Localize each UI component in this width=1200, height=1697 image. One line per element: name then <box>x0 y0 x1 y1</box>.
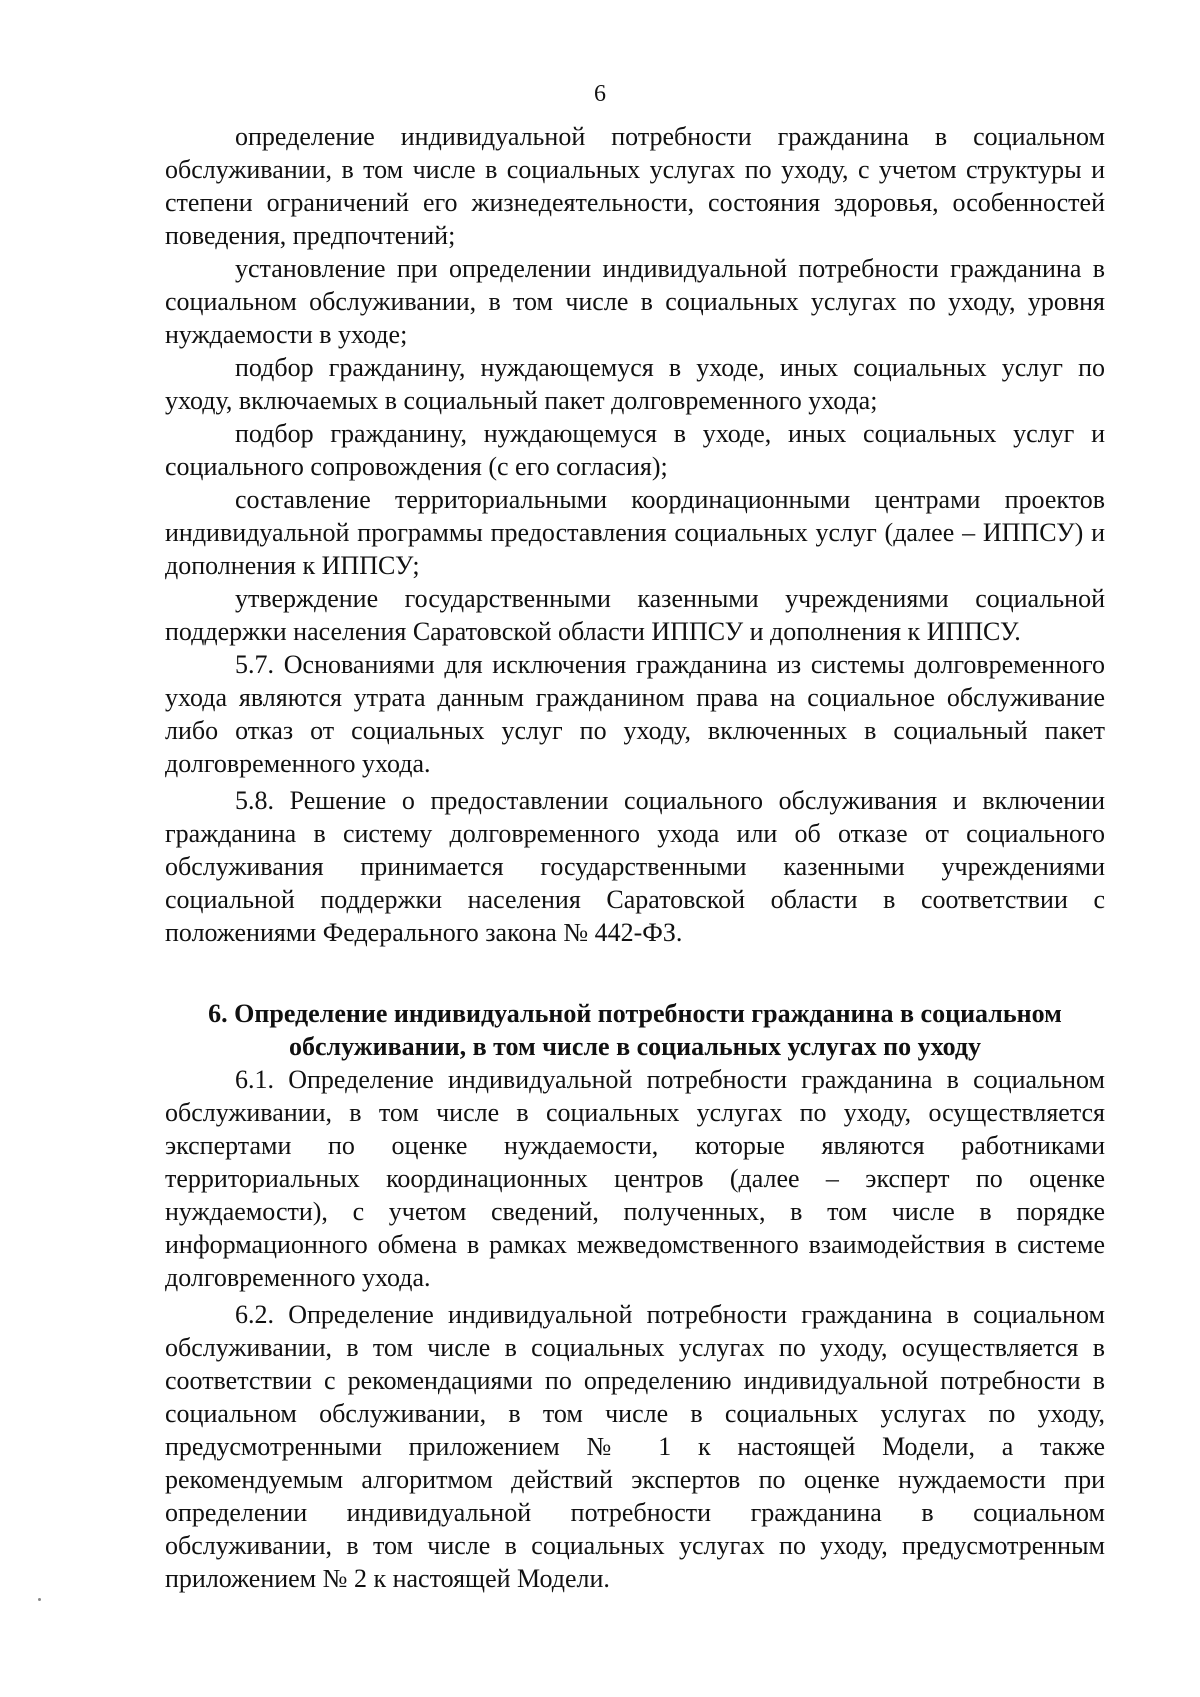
paragraph: установление при определении индивидуальной потребности гражданина в социальном обслуживании, в том числе в социальных услугах по уходу, уровня нуждаемости в уходе; <box>165 254 1105 349</box>
paragraph: составление территориальными координационными центрами проектов индивидуальной программы предоставления социальных услуг (далее – ИППСУ) и дополнения к ИППСУ; <box>165 485 1105 580</box>
clause-5-8: 5.8. Решение о предоставлении социального обслуживания и включении гражданина в систему долговременного ухода или об отказе от социального обслуживания принимается государственными казенными учреждениями социальной поддержки населения Саратовской области в соответствии с положениями Федерального закона № 442-ФЗ. <box>165 786 1105 947</box>
clause-6-2: 6.2. Определение индивидуальной потребности гражданина в социальном обслуживании, в том числе в социальных услугах по уходу, осуществляется в соответствии с рекомендациями по определению индивидуальной потребности в социальном обслуживании, в том числе в социальных услугах по уходу, предусмотренными приложением № 1 к настоящей Модели, а также рекомендуемым алгоритмом действий экспертов по оценке нуждаемости при определении индивидуальной потребности гражданина в социальном обслуживании, в том числе в социальных услугах по уходу, предусмотренным приложением № 2 к настоящей Модели. <box>165 1300 1105 1593</box>
paragraph: подбор гражданину, нуждающемуся в уходе, иных социальных услуг и социального сопровождения (с его согласия); <box>165 419 1105 481</box>
clause-5-7: 5.7. Основаниями для исключения гражданина из системы долговременного ухода являются утрата данным гражданином права на социальное обслуживание либо отказ от социальных услуг по уходу, включенных в социальный пакет долговременного ухода. <box>165 650 1105 778</box>
section-heading: 6. Определение индивидуальной потребности гражданина в социальном обслуживании, в том числе в социальных услугах по уходу <box>208 999 1062 1061</box>
paragraph: утверждение государственными казенными учреждениями социальной поддержки населения Саратовской области ИППСУ и дополнения к ИППСУ. <box>165 584 1105 646</box>
clause-6-1: 6.1. Определение индивидуальной потребности гражданина в социальном обслуживании, в том числе в социальных услугах по уходу, осуществляется экспертами по оценке нуждаемости, которые являются работниками территориальных координационных центров (далее – эксперт по оценке нуждаемости), с учетом сведений, полученных, в том числе в порядке информационного обмена в рамках межведомственного взаимодействия в системе долговременного ухода. <box>165 1065 1105 1292</box>
page-number: 6 <box>594 81 606 107</box>
paragraph: подбор гражданину, нуждающемуся в уходе, иных социальных услуг по уходу, включаемых в социальный пакет долговременного ухода; <box>165 353 1105 415</box>
document-body <box>165 120 1105 1595</box>
paragraph: определение индивидуальной потребности гражданина в социальном обслуживании, в том числе в социальных услугах по уходу, с учетом структуры и степени ограничений его жизнедеятельности, состояния здоровья, особенностей поведения, предпочтений; <box>165 122 1105 250</box>
scan-speck <box>38 1598 41 1601</box>
